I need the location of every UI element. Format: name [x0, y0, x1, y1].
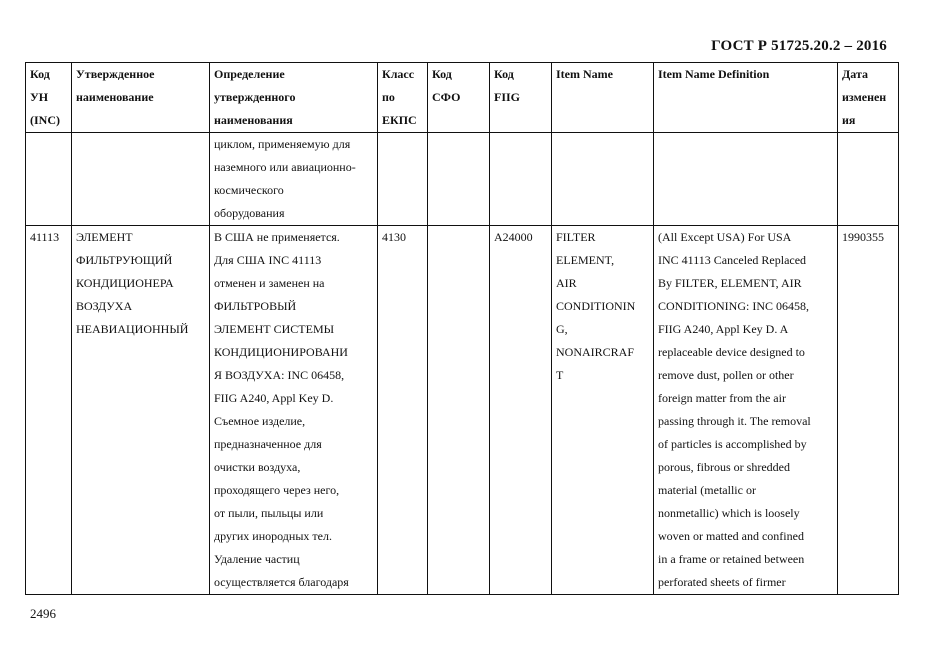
table-row: [26, 133, 899, 226]
header-item-name: [552, 63, 654, 133]
header-inc: [26, 63, 72, 133]
cell-text-line: наименования: [214, 113, 293, 127]
cell-text-line: отменен и заменен на: [214, 276, 325, 290]
cell-text-line: Код: [432, 67, 452, 81]
cell-text-line: Утвержденное: [76, 67, 155, 81]
cell-text-line: КОНДИЦИОНИРОВАНИ: [214, 345, 348, 359]
cell-sfo-code: [428, 133, 490, 226]
cell-text-line: 41113: [30, 230, 60, 244]
cell-text-line: космического: [214, 183, 284, 197]
cell-text-line: ВОЗДУХА: [76, 299, 133, 313]
cell-text-line: СФО: [432, 90, 461, 104]
cell-item-name-definition: [654, 133, 838, 226]
cell-text-line: FIIG A240, Appl Key D.: [214, 391, 334, 405]
cell-text-line: циклом, применяемую для: [214, 137, 351, 151]
cell-text-line: woven or matted and confined: [658, 529, 804, 543]
cell-text-line: T: [556, 368, 564, 382]
cell-text-line: ЭЛЕМЕНТ: [76, 230, 133, 244]
cell-text-line: очистки воздуха,: [214, 460, 301, 474]
document-standard-header: ГОСТ Р 51725.20.2 – 2016: [711, 38, 887, 54]
cell-text-line: Item Name: [556, 67, 613, 81]
cell-text-line: НЕАВИАЦИОННЫЙ: [76, 322, 189, 336]
cell-item-name-definition: [654, 226, 838, 595]
cell-text-line: ФИЛЬТРОВЫЙ: [214, 299, 297, 313]
header-fiig-code: [490, 63, 552, 133]
cell-text-line: Определение: [214, 67, 285, 81]
cell-text-line: foreign matter from the air: [658, 391, 786, 405]
cell-item-name: [552, 133, 654, 226]
cell-text-line: CONDITIONING: INC 06458,: [658, 299, 809, 313]
cell-text-line: В США не применяется.: [214, 230, 340, 244]
cell-text-line: porous, fibrous or shredded: [658, 460, 790, 474]
cell-change-date: [838, 226, 899, 595]
cell-text-line: Класс: [382, 67, 415, 81]
page-number: 2496: [30, 606, 56, 621]
cell-text-line: NONAIRCRAF: [556, 345, 635, 359]
cell-inc: [26, 133, 72, 226]
cell-fiig-code: [490, 133, 552, 226]
cell-approved-name: [72, 133, 210, 226]
cell-text-line: CONDITIONIN: [556, 299, 636, 313]
cell-text-line: от пыли, пыльцы или: [214, 506, 324, 520]
cell-text-line: Дата: [842, 67, 868, 81]
cell-text-line: AIR: [556, 276, 577, 290]
table-row: [26, 226, 899, 595]
cell-text-line: FIIG: [494, 90, 521, 104]
cell-fiig-code: [490, 226, 552, 595]
cell-text-line: проходящего через него,: [214, 483, 340, 497]
cell-text-line: 1990355: [842, 230, 884, 244]
cell-text-line: A24000: [494, 230, 533, 244]
cell-text-line: FIIG A240, Appl Key D. A: [658, 322, 789, 336]
cell-item-name: [552, 226, 654, 595]
cell-text-line: предназначенное для: [214, 437, 322, 451]
cell-text-line: изменен: [842, 90, 887, 104]
catalog-table: [25, 62, 899, 595]
header-definition: [210, 63, 378, 133]
cell-text-line: passing through it. The removal: [658, 414, 811, 428]
cell-text-line: (INC): [30, 113, 60, 127]
cell-text-line: утвержденного: [214, 90, 296, 104]
cell-text-line: КОНДИЦИОНЕРА: [76, 276, 174, 290]
cell-change-date: [838, 133, 899, 226]
cell-text-line: (All Except USA) For USA: [658, 230, 792, 244]
cell-approved-name: [72, 226, 210, 595]
cell-definition: [210, 133, 378, 226]
cell-text-line: material (metallic or: [658, 483, 756, 497]
cell-text-line: Удаление частиц: [214, 552, 300, 566]
cell-text-line: по: [382, 90, 395, 104]
cell-text-line: ФИЛЬТРУЮЩИЙ: [76, 253, 173, 267]
cell-text-line: наземного или авиационно-: [214, 160, 356, 174]
header-change-date: [838, 63, 899, 133]
cell-text-line: ELEMENT,: [556, 253, 615, 267]
cell-text-line: осуществляется благодаря: [214, 575, 349, 589]
cell-text-line: Код: [30, 67, 50, 81]
cell-text-line: perforated sheets of firmer: [658, 575, 786, 589]
cell-text-line: nonmetallic) which is loosely: [658, 506, 800, 520]
cell-text-line: INC 41113 Canceled Replaced: [658, 253, 807, 267]
cell-ekps-class: [378, 133, 428, 226]
cell-text-line: Код: [494, 67, 514, 81]
cell-text-line: ия: [842, 113, 856, 127]
cell-text-line: наименование: [76, 90, 154, 104]
cell-text-line: Для США INC 41113: [214, 253, 322, 267]
cell-text-line: replaceable device designed to: [658, 345, 805, 359]
header-ekps-class: [378, 63, 428, 133]
cell-text-line: FILTER: [556, 230, 596, 244]
cell-text-line: remove dust, pollen or other: [658, 368, 794, 382]
cell-definition: [210, 226, 378, 595]
cell-text-line: G,: [556, 322, 568, 336]
cell-text-line: in a frame or retained between: [658, 552, 805, 566]
cell-text-line: Item Name Definition: [658, 67, 770, 81]
cell-text-line: других инородных тел.: [214, 529, 332, 543]
cell-text-line: Съемное изделие,: [214, 414, 306, 428]
cell-text-line: ЭЛЕМЕНТ СИСТЕМЫ: [214, 322, 335, 336]
cell-text-line: of particles is accomplished by: [658, 437, 807, 451]
cell-text-line: ЕКПС: [382, 113, 417, 127]
cell-text-line: УН: [30, 90, 49, 104]
header-sfo-code: [428, 63, 490, 133]
cell-text-line: оборудования: [214, 206, 285, 220]
cell-inc: [26, 226, 72, 595]
header-item-name-definition: [654, 63, 838, 133]
table-header-row: [26, 63, 899, 133]
header-approved-name: [72, 63, 210, 133]
cell-ekps-class: [378, 226, 428, 595]
cell-text-line: Я ВОЗДУХА: INC 06458,: [214, 368, 345, 382]
cell-text-line: By FILTER, ELEMENT, AIR: [658, 276, 802, 290]
cell-text-line: 4130: [382, 230, 406, 244]
cell-sfo-code: [428, 226, 490, 595]
